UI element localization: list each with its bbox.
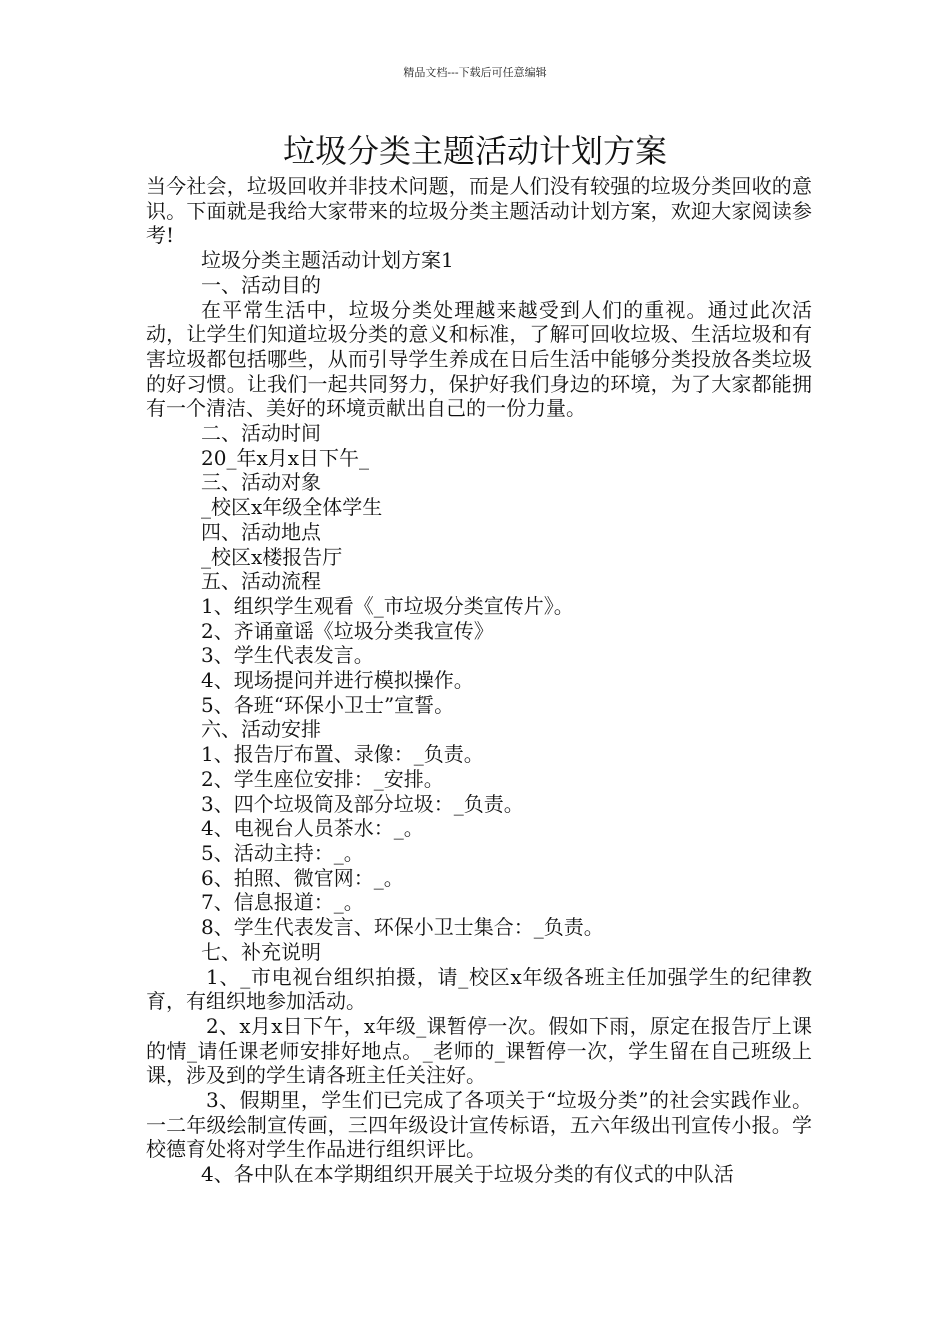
paragraph: 一、活动目的 <box>201 272 321 297</box>
paragraph: 5、活动主持：_。 <box>201 840 364 865</box>
paragraph: 五、活动流程 <box>201 569 321 594</box>
paragraph: 6、拍照、微官网：_。 <box>201 865 404 890</box>
paragraph: 1、报告厅布置、录像：_负责。 <box>201 742 484 767</box>
paragraph: 4、各中队在本学期组织开展关于垃圾分类的有仪式的中队活 <box>201 1162 734 1187</box>
document-body <box>146 174 812 1187</box>
paragraph: 3、学生代表发言。 <box>201 643 374 668</box>
paragraph: 3、四个垃圾筒及部分垃圾：_负责。 <box>201 791 524 816</box>
paragraph: 1、组织学生观看《_市垃圾分类宣传片》。 <box>201 593 574 618</box>
paragraph: _校区x楼报告厅 <box>201 544 343 569</box>
paragraph: 4、现场提问并进行模拟操作。 <box>201 668 474 693</box>
paragraph: 5、各班“环保小卫士”宣誓。 <box>201 692 455 717</box>
paragraph: 20_年x月x日下午_ <box>201 445 370 470</box>
paragraph: 当今社会，垃圾回收并非技术问题，而是人们没有较强的垃圾分类回收的意识。下面就是我给大家带来的垃圾分类主题活动计划方案，欢迎大家阅读参考! <box>146 174 812 248</box>
paragraph: 2、学生座位安排：_安排。 <box>201 766 444 791</box>
paragraph: 2、x月x日下午，x年级_课暂停一次。假如下雨，原定在报告厅上课的情_请任课老师安排好地点。_老师的_课暂停一次，学生留在自己班级上课，涉及到的学生请各班主任关注好。 <box>146 1013 812 1088</box>
paragraph: 8、学生代表发言、环保小卫士集合：_负责。 <box>201 915 604 940</box>
paragraph: 七、补充说明 <box>201 939 321 964</box>
paragraph: _校区x年级全体学生 <box>201 495 383 520</box>
document-title: 垃圾分类主题活动计划方案 <box>282 132 667 170</box>
header-note: 精品文档---下载后可任意编辑 <box>403 66 547 79</box>
paragraph: 3、假期里，学生们已完成了各项关于“垃圾分类”的社会实践作业。一二年级绘制宣传画，三四年级设计宣传标语，五六年级出刊宣传小报。学校德育处将对学生作品进行组织评比。 <box>146 1088 812 1162</box>
paragraph: 1、_市电视台组织拍摄，请_校区x年级各班主任加强学生的纪律教育，有组织地参加活动。 <box>146 964 812 1014</box>
paragraph: 垃圾分类主题活动计划方案1 <box>201 248 454 273</box>
paragraph: 六、活动安排 <box>201 717 321 742</box>
paragraph: 7、信息报道：_。 <box>201 890 364 915</box>
paragraph: 在平常生活中，垃圾分类处理越来越受到人们的重视。通过此次活动，让学生们知道垃圾分类的意义和标准，了解可回收垃圾、生活垃圾和有害垃圾都包括哪些，从而引导学生养成在日后生活中能够分类投放各类垃圾的好习惯。让我们一起共同努力，保护好我们身边的环境，为了大家都能拥有一个清洁、美好的环境贡献出自己的一份力量。 <box>146 297 812 421</box>
paragraph: 2、齐诵童谣《垃圾分类我宣传》 <box>201 618 494 643</box>
paragraph: 四、活动地点 <box>201 519 321 544</box>
paragraph: 二、活动时间 <box>201 421 321 446</box>
paragraph: 三、活动对象 <box>201 470 321 495</box>
paragraph: 4、电视台人员茶水：_。 <box>201 816 424 841</box>
